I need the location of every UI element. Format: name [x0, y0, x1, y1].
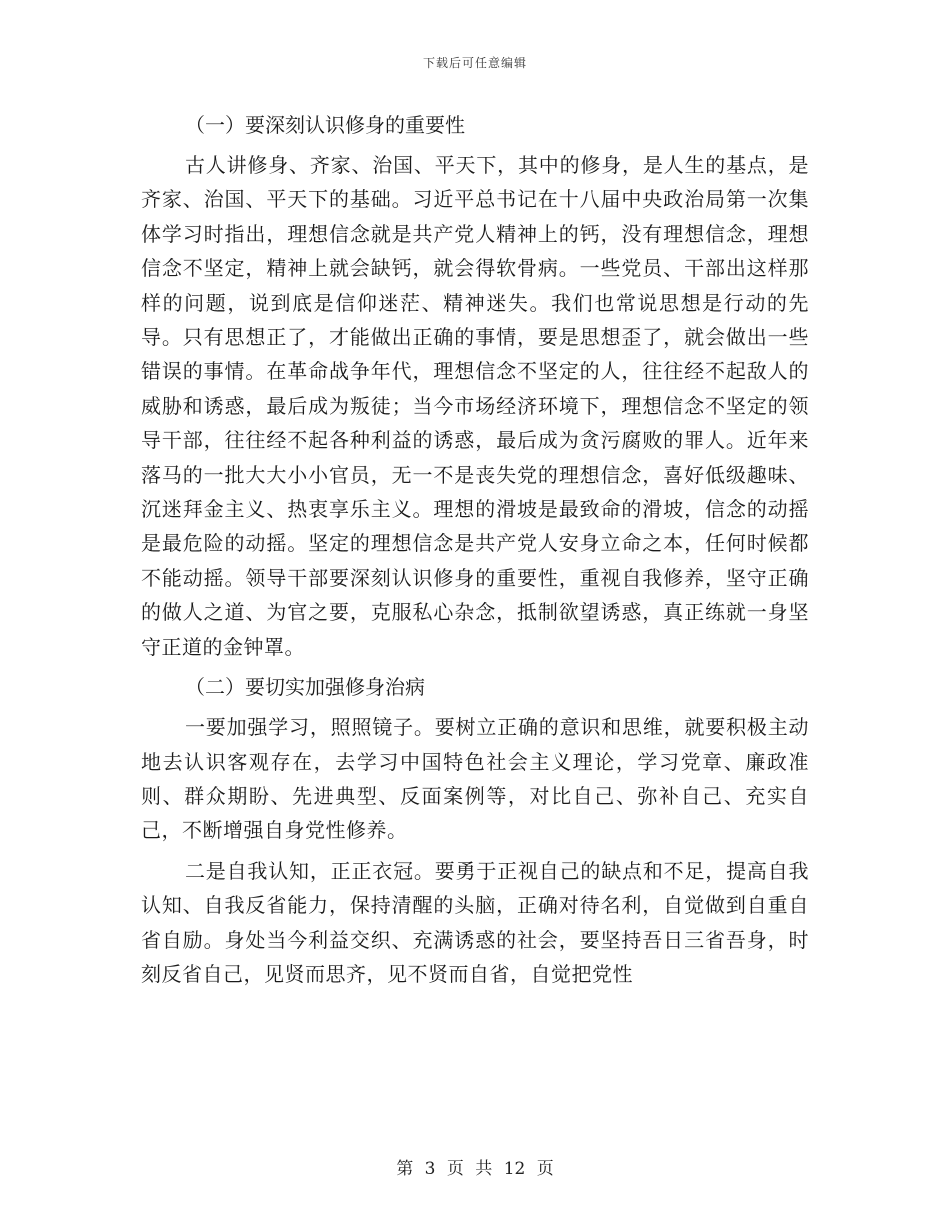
page-number: 第 3 页 共 12 页 — [396, 1159, 554, 1179]
body-paragraph: 古人讲修身、齐家、治国、平天下，其中的修身，是人生的基点，是齐家、治国、平天下的基础。习近平总书记在十八届中央政治局第一次集体学习时指出，理想信念就是共产党人精神上的钙，没有理想信念，理想信念不坚定，精神上就会缺钙，就会得软骨病。一些党员、干部出这样那样的问题，说到底是信仰迷茫、精神迷失。我们也常说思想是行动的先导。只有思想正了，才能做出正确的事情，要是思想歪了，就会做出一些错误的事情。在革命战争年代，理想信念不坚定的人，往往经不起敌人的威胁和诱惑，最后成为叛徒；当今市场经济环境下，理想信念不坚定的领导干部，往往经不起各种利益的诱惑，最后成为贪污腐败的罪人。近年来落马的一批大大小小官员，无一不是丧失党的理想信念，喜好低级趣味、沉迷拜金主义、热衷享乐主义。理想的滑坡是最致命的滑坡，信念的动摇是最危险的动摇。坚定的理想信念是共产党人安身立命之本，任何时候都不能动摇。领导干部要深刻认识修身的重要性，重视自我修养，坚守正确的做人之道、为官之要，克服私心杂念，抵制欲望诱惑，真正练就一身坚守正道的金钟罩。 — [141, 153, 809, 659]
body-paragraph: 二是自我认知，正正衣冠。要勇于正视自己的缺点和不足，提高自我认知、自我反省能力，保持清醒的头脑，正确对待名利，自觉做到自重自省自励。身处当今利益交织、充满诱惑的社会，要坚持吾日三省吾身，时刻反省自己，见贤而思齐，见不贤而自省，自觉把党性 — [141, 858, 809, 986]
page-header-note: 下载后可任意编辑 — [422, 56, 527, 70]
section-heading: （二）要切实加强修身治病 — [185, 675, 425, 700]
section-heading: （一）要深刻认识修身的重要性 — [185, 113, 465, 137]
document-body — [141, 108, 809, 997]
body-paragraph: 一要加强学习，照照镜子。要树立正确的意识和思维，就要积极主动地去认识客观存在，去学习中国特色社会主义理论，学习党章、廉政准则、群众期盼、先进典型、反面案例等，对比自己、弥补自己、充实自己，不断增强自身党性修养。 — [141, 715, 809, 843]
